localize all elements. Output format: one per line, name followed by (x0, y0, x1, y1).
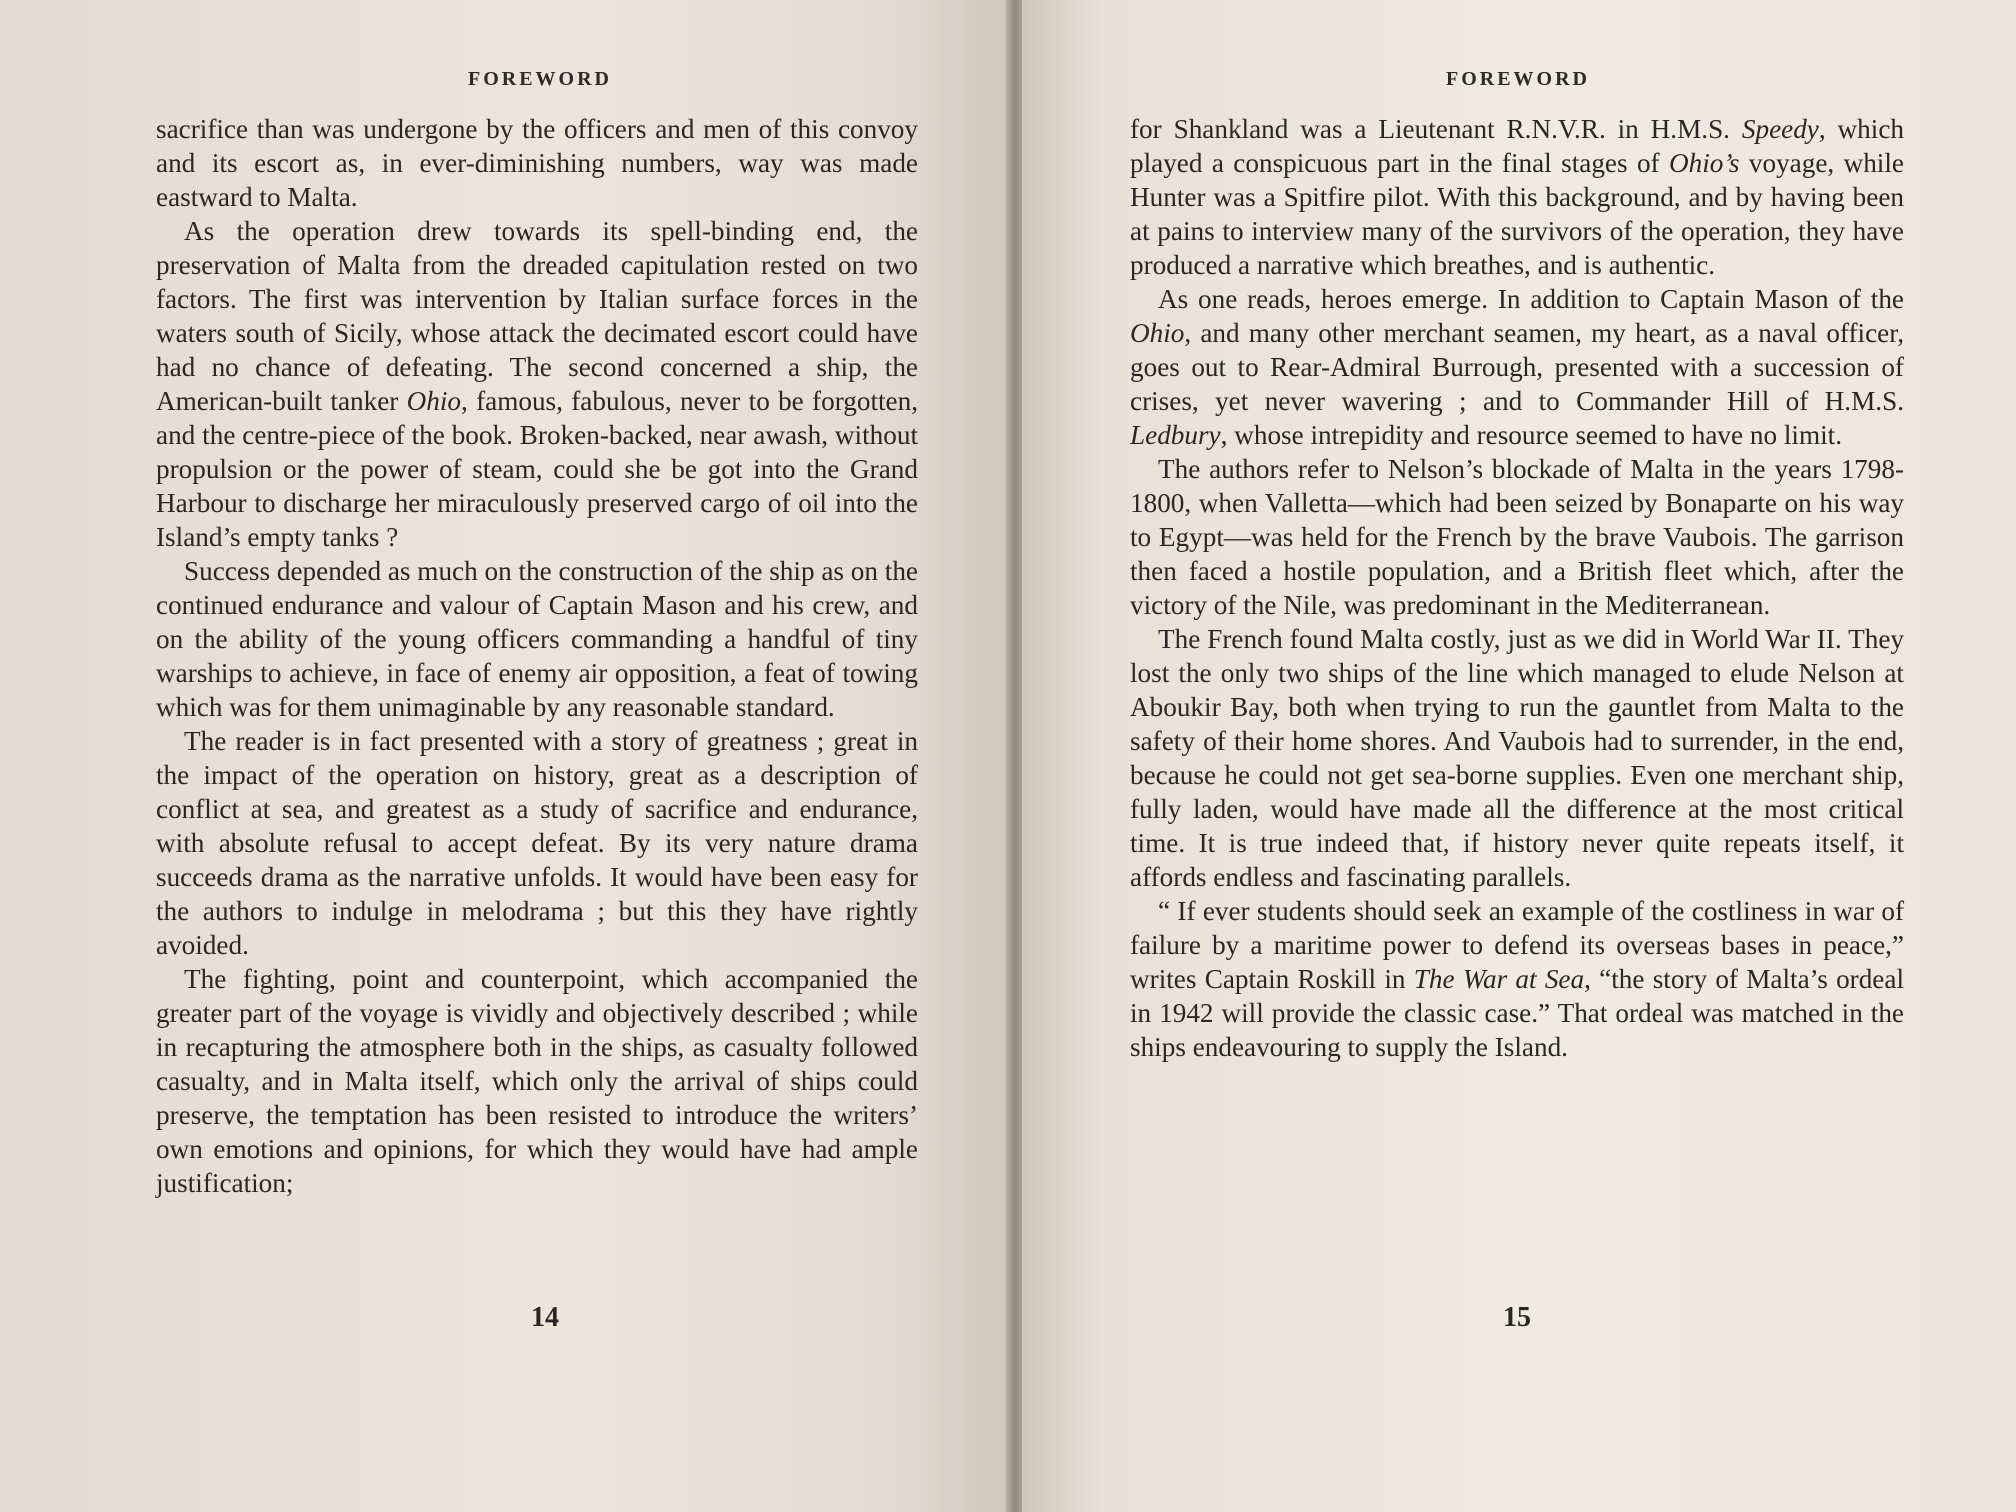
paragraph: sacrifice than was undergone by the officers and men of this convoy and its escort as, in ever-diminishing numbers, way was made eastward to Malta. (156, 114, 918, 212)
page-body (1130, 112, 1904, 1064)
page-number: 14 (531, 1302, 559, 1333)
ship-name: Speedy (1741, 114, 1819, 144)
paragraph: The French found Malta costly, just as we did in World War II. They lost the only two ships of the line which managed to elude Nelson at Aboukir Bay, both when trying to run the gauntlet from Malta to the safety of their home shores. And Vaubois had to surrender, in the end, because he could not get sea-borne supplies. Even one merchant ship, fully laden, would have made all the difference at the most critical time. It is true indeed that, if history never quite repeats itself, it affords endless and fascinating parallels. (1130, 624, 1904, 892)
paragraph: for Shankland was a Lieutenant R.N.V.R. in H.M.S. Speedy, which played a conspicuous part in the final stages of Ohio’s voyage, while Hunter was a Spitfire pilot. With this background, and by having been at pains to interview many of the survivors of the operation, they have produced a narrative which breathes, and is authentic. (1130, 114, 1904, 280)
paragraph: As one reads, heroes emerge. In addition to Captain Mason of the Ohio, and many other merchant seamen, my heart, as a naval officer, goes out to Rear-Admiral Burrough, presented with a succession of crises, yet never wavering ; and to Commander Hill of H.M.S. Ledbury, whose intrepidity and resource seemed to have no limit. (1130, 284, 1904, 450)
paragraph: “ If ever students should seek an example of the costliness in war of failure by a maritime power to defend its overseas bases in peace,” writes Captain Roskill in The War at Sea, “the story of Malta’s ordeal in 1942 will provide the classic case.” That ordeal was matched in the ships endeavouring to supply the Island. (1130, 896, 1904, 1062)
page-number: 15 (1503, 1302, 1531, 1333)
page-body (156, 112, 918, 1200)
paragraph: As the operation drew towards its spell-binding end, the preservation of Malta from the dreaded capitulation rested on two factors. The first was intervention by Italian surface forces in the waters south of Sicily, whose attack the decimated escort could have had no chance of defeating. The second concerned a ship, the American-built tanker Ohio, famous, fabulous, never to be forgotten, and the centre-piece of the book. Broken-backed, near awash, without propulsion or the power of steam, could she be got into the Grand Harbour to discharge her miraculously preserved cargo of oil into the Island’s empty tanks ? (156, 216, 919, 552)
book-title: The War at Sea (1413, 964, 1585, 994)
ship-name: Ohio (1130, 318, 1185, 348)
ship-name: Ledbury (1130, 420, 1221, 450)
ship-name: Ohio (406, 386, 461, 416)
paragraph: The authors refer to Nelson’s blockade of Malta in the years 1798-1800, when Valletta—which had been seized by Bonaparte on his way to Egypt—was held for the French by the brave Vaubois. The garrison then faced a hostile population, and a British fleet which, after the victory of the Nile, was predominant in the Mediterranean. (1130, 454, 1904, 620)
paragraph: The fighting, point and counterpoint, which accompanied the greater part of the voyage is vividly and objectively described ; while in recapturing the atmosphere both in the ships, as casualty followed casualty, and in Malta itself, which only the arrival of ships could preserve, the temptation has been resisted to introduce the writers’ own emotions and opinions, for which they would have had ample justification; (156, 964, 918, 1198)
running-head: FOREWORD (1446, 68, 1590, 90)
running-head: FOREWORD (468, 68, 612, 90)
right-page (1022, 0, 2016, 1512)
paragraph: The reader is in fact presented with a story of greatness ; great in the impact of the operation on history, great as a description of conflict at sea, and greatest as a study of sacrifice and endurance, with absolute refusal to accept defeat. By its very nature drama succeeds drama as the narrative unfolds. It would have been easy for the authors to indulge in melodrama ; but this they have rightly avoided. (156, 726, 918, 960)
ship-name: Ohio’s (1668, 148, 1740, 178)
paragraph: Success depended as much on the construction of the ship as on the continued endurance and valour of Captain Mason and his crew, and on the ability of the young officers commanding a handful of tiny warships to achieve, in face of enemy air opposition, a feat of towing which was for them unimaginable by any reasonable standard. (156, 556, 918, 722)
